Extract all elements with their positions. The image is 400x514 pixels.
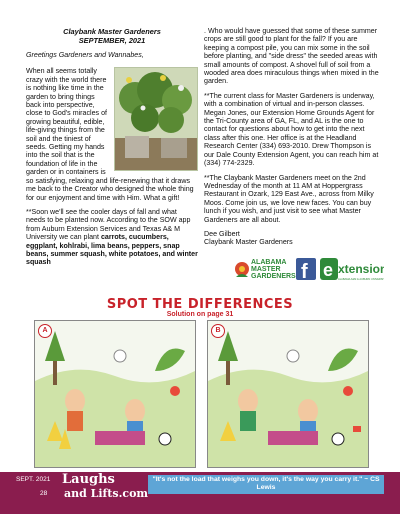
footer-quote: "It's not the load that weighs you down, it's the way you carry it." ~ CS Lewis	[148, 475, 384, 494]
alabama-master-gardeners-logo	[235, 259, 296, 280]
article-paragraph-1: When all seems totally crazy with the world there is nothing like time in the garden to bring things back into perspective, close to God's miracles of growing beautiful, edible, life-giving things from the soil and the tiniest of seeds. Getting my hands into the soil that is the foundation of life in the garden or in containers is so satisfying, relaxing and life-renewing that it draws me back to the Creator who designed the whole thing for our enjoyment and time with Him. What a gift!	[26, 67, 194, 202]
puzzle-picture-b	[207, 320, 369, 468]
facebook-letter: f	[301, 261, 308, 283]
article-paragraph-3: **The current class for Master Gardeners is underway, with a combination of virtual and in-person classes. Megan Jones, our Extension Home Grounds Agent for the Tri-County area of GA, FL, and AL is the one to contact for questions about how to get into the next class after this one. Her office is at the Headland Research Center (334) 693-2010. Drew Thompson is our Dale County Extension Agent, you can reach him at (334) 774-2329.	[204, 91, 379, 168]
article-date: SEPTEMBER, 2021	[78, 36, 146, 45]
amg-line1: ALABAMA	[251, 259, 287, 266]
logo-strip	[234, 255, 384, 283]
garden-photo	[114, 67, 198, 171]
footer-page-number: 28	[40, 490, 48, 497]
article-paragraph-2-start: **Soon we'll see the cooler days of fall and what needs to be planted now. According to the SOW app from Auburn Extension Services and Texas A& M University we can plant carrots, cucumbers, eggplant, kohlrabi, lima beans, peppers, snap beans, summer squash, white potatoes, and winter squash	[26, 207, 198, 267]
footer-brand-line1: Laughs	[62, 472, 115, 487]
article-title: Claybank Master Gardeners	[63, 27, 161, 36]
article-paragraph-2-end: . Who would have guessed that some of these summer crops are still good to plant for the fall? If you are keeping a compost pile, you can mix some in the soil before planting, and "side dress" the seeded areas with small amounts of compost. A shovel full of soil from a wooded area does miraculous things when mixed in the garden.	[204, 27, 379, 86]
footer-brand-line2: and Lifts.com	[64, 487, 149, 500]
extension-tagline: ALABAMA A&M & AUBURN UNIVERSITIES	[338, 278, 384, 281]
picture-a-label: A	[38, 324, 52, 338]
extension-e: e	[323, 260, 334, 280]
article-right-column	[204, 27, 380, 247]
puzzle-picture-a	[34, 320, 196, 468]
facebook-icon	[296, 258, 316, 283]
logos-svg	[234, 255, 384, 283]
article-paragraph-4: **The Claybank Master Gardeners meet on the 2nd Wednesday of the month at 11 AM at Hoppergrass Restaurant in Ozark, 129 East Ave., across from Milky Moos. Come join us, we love new faces. You can buy lunch if you wish, and just visit to see what Master Gardeners are all about.	[204, 173, 374, 224]
footer-issue-date: SEPT. 2021	[16, 476, 51, 483]
picture-b-label: B	[211, 324, 225, 338]
spot-differences-title: SPOT THE DIFFERENCES	[106, 297, 294, 312]
amg-line2: MASTER	[251, 266, 281, 273]
amg-line3: GARDENERS	[251, 273, 296, 280]
extension-logo	[320, 258, 384, 281]
spot-solution-note: Solution on page 31	[166, 311, 234, 318]
extension-word: xtension	[338, 262, 384, 276]
article-greeting: Greetings Gardeners and Wannabes,	[26, 51, 144, 59]
article-left-column	[26, 27, 198, 273]
signature-org: Claybank Master Gardeners	[204, 238, 293, 247]
signature-name: Dee Gilbert	[204, 229, 240, 238]
crop-list: carrots, cucumbers, eggplant, kohlrabi, lima beans, peppers, snap beans, summer squash, white potatoes, and winter squash	[26, 233, 198, 267]
